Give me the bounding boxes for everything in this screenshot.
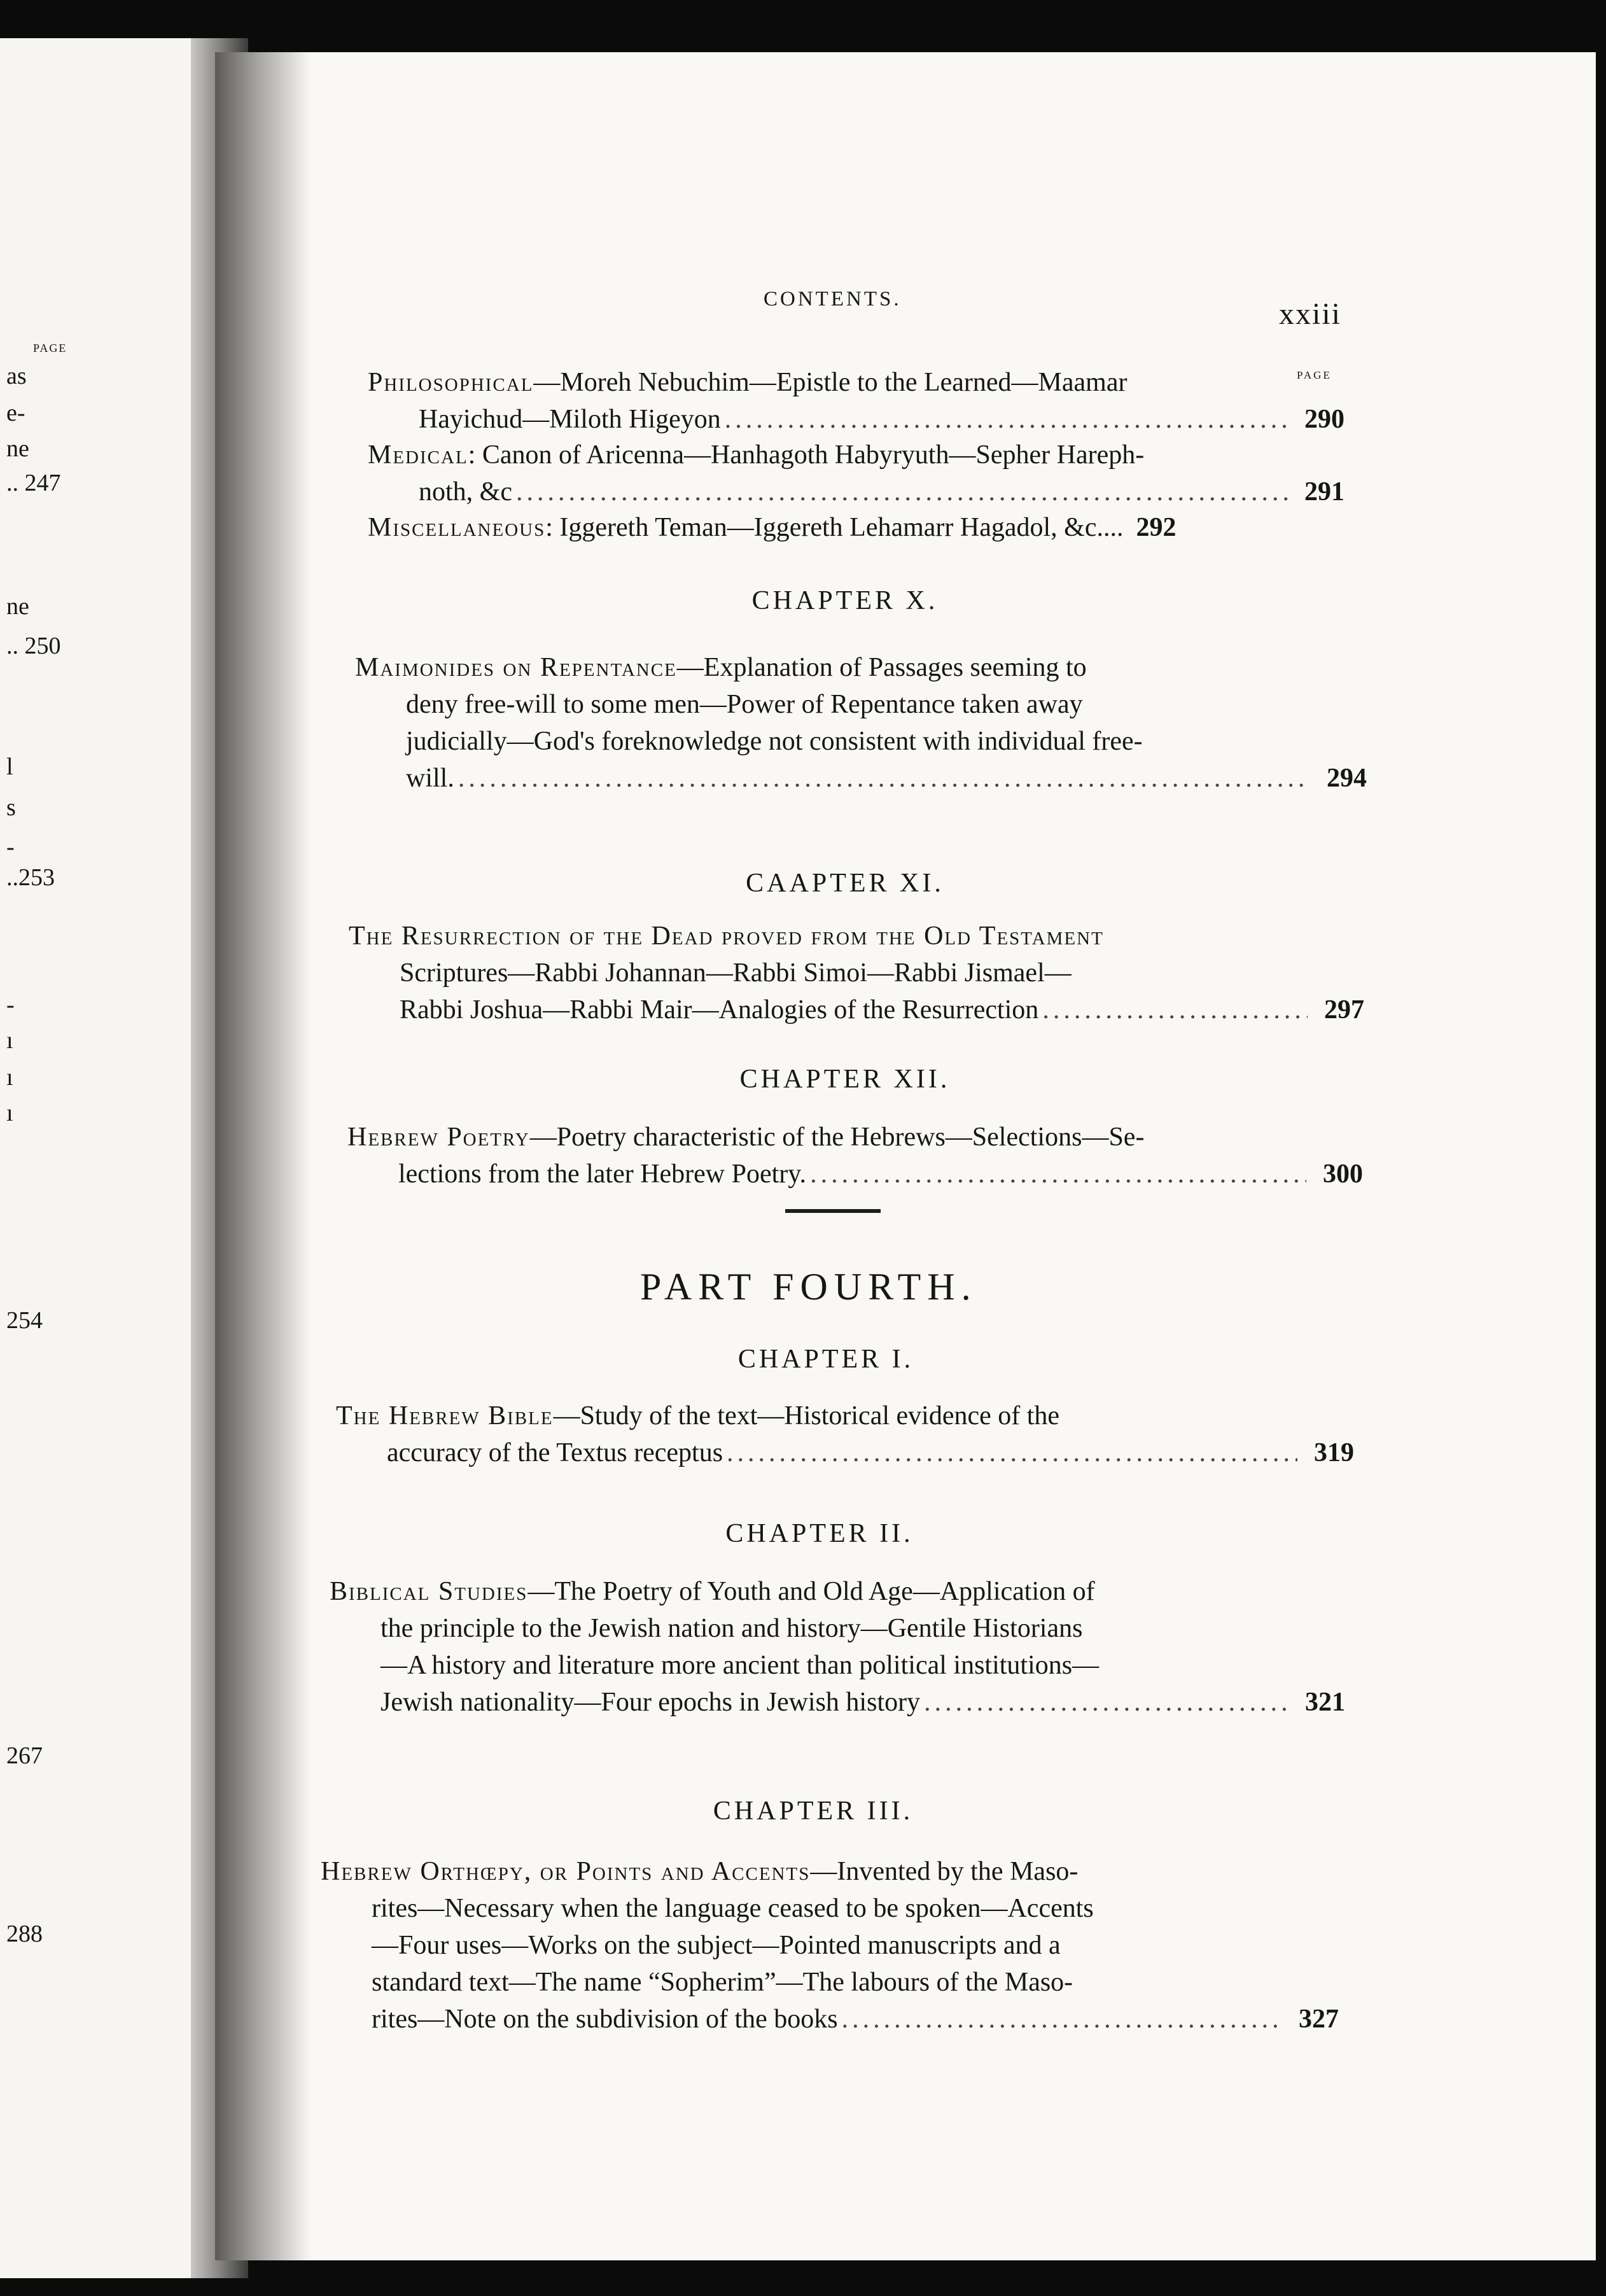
entry-text: standard text—The name “Sopherim”—The labours of the Maso- — [372, 1968, 1073, 1997]
left-fragment: 288 — [6, 1921, 43, 1947]
entry-text: —Moreh Nebuchim—Epistle to the Learned—Maamar — [533, 368, 1128, 397]
dot-leader — [725, 401, 1288, 438]
chapter-heading: CHAPTER X. — [751, 586, 939, 615]
left-fragment: s — [6, 794, 16, 821]
left-fragment: as — [6, 363, 27, 389]
entry-heading: Hebrew Orthœpy, or Points and Accents — [321, 1857, 811, 1886]
entry-text: rites—Necessary when the language ceased to be spoken—Accents — [372, 1894, 1094, 1923]
dot-leader — [810, 1156, 1306, 1193]
left-page-label: PAGE — [33, 342, 67, 354]
entry-text: —Poetry characteristic of the Hebrews—Selections—Se- — [529, 1123, 1145, 1152]
entry-text: deny free-will to some men—Power of Repentance taken away — [406, 690, 1083, 719]
left-fragment: ı — [6, 1027, 13, 1054]
entry-text: lections from the later Hebrew Poetry. — [398, 1159, 807, 1189]
part-heading: PART FOURTH. — [640, 1266, 977, 1308]
page-number: xxiii — [1279, 297, 1342, 331]
contents-entry — [336, 1397, 1354, 1471]
entry-text: : Iggereth Teman—Iggereth Lehamarr Hagadol, &c.... — [545, 513, 1124, 542]
entry-heading: Maimonides on Repentance — [355, 653, 677, 682]
chapter-heading: CHAPTER III. — [713, 1796, 914, 1826]
contents-entry — [368, 364, 1344, 438]
left-fragment: ne — [6, 435, 29, 462]
entry-heading: The Hebrew Bible — [336, 1401, 554, 1431]
chapter-heading: CHAPTER XII. — [739, 1065, 951, 1094]
dot-leader — [842, 2001, 1282, 2038]
entry-text: : Canon of Aricenna—Hanhagoth Habyryuth—Sepher Hareph- — [468, 440, 1145, 470]
entry-page-number: 297 — [1324, 995, 1364, 1025]
entry-page-number: 321 — [1305, 1688, 1345, 1717]
chapter-heading: CHAPTER II. — [725, 1519, 914, 1548]
entry-text: will. — [406, 764, 454, 793]
left-fragment: l — [6, 753, 13, 780]
dot-leader — [458, 760, 1310, 797]
entry-text: —Four uses—Works on the subject—Pointed manuscripts and a — [372, 1931, 1061, 1960]
entry-heading: Medical — [368, 440, 468, 470]
entry-text: —A history and literature more ancient than political institutions— — [381, 1651, 1100, 1680]
left-fragment: - — [6, 991, 15, 1018]
entry-heading: Miscellaneous — [368, 513, 546, 542]
page-column-label: PAGE — [1297, 369, 1332, 381]
dot-leader — [1042, 991, 1308, 1028]
entry-text: rites—Note on the subdivision of the books — [372, 2005, 838, 2034]
entry-heading: Philosophical — [368, 368, 534, 397]
dot-leader — [924, 1684, 1288, 1721]
entry-page-number: 290 — [1304, 405, 1344, 434]
left-fragment: 254 — [6, 1307, 43, 1334]
contents-entry — [355, 649, 1367, 797]
left-fragment: ..253 — [6, 864, 55, 891]
running-head: CONTENTS. — [764, 288, 902, 311]
contents-entry — [347, 1119, 1363, 1193]
chapter-heading: CAAPTER XI. — [746, 869, 944, 898]
entry-text: —Invented by the Maso- — [810, 1857, 1079, 1886]
page-edge-shadow — [215, 52, 311, 2260]
left-fragment: .. 247 — [6, 470, 61, 496]
chapter-heading: CHAPTER I. — [737, 1345, 914, 1374]
section-rule — [785, 1209, 881, 1213]
entry-text: —The Poetry of Youth and Old Age—Application of — [527, 1577, 1095, 1606]
entry-page-number: 291 — [1304, 477, 1344, 507]
contents-entry — [368, 509, 1344, 546]
left-fragment: e- — [6, 400, 25, 426]
dot-leader — [727, 1434, 1297, 1471]
entry-text: Hayichud—Miloth Higeyon — [419, 405, 721, 434]
entry-text: noth, &c — [419, 477, 512, 507]
contents-entry — [349, 918, 1364, 1028]
contents-entry — [330, 1573, 1345, 1721]
entry-text: —Study of the text—Historical evidence of the — [553, 1401, 1060, 1431]
contents-entry — [321, 1853, 1339, 2038]
entry-heading: Hebrew Poetry — [347, 1123, 530, 1152]
entry-page-number: 294 — [1327, 764, 1367, 793]
left-fragment: ne — [6, 593, 29, 620]
left-fragment: 267 — [6, 1742, 43, 1769]
entry-text: the principle to the Jewish nation and history—Gentile Historians — [381, 1614, 1083, 1643]
left-fragment: ı — [6, 1100, 13, 1126]
entry-text: accuracy of the Textus receptus — [387, 1438, 723, 1467]
contents-entry — [368, 437, 1344, 510]
entry-heading: Biblical Studies — [330, 1577, 528, 1606]
dot-leader — [516, 473, 1288, 510]
left-fragment: - — [6, 834, 15, 860]
left-fragment: .. 250 — [6, 633, 61, 659]
entry-text: Scriptures—Rabbi Johannan—Rabbi Simoi—Rabbi Jismael— — [400, 958, 1072, 988]
contents-page — [215, 52, 1596, 2260]
entry-text: —Explanation of Passages seeming to — [676, 653, 1087, 682]
entry-heading: The Resurrection of the Dead proved from the Old Testament — [349, 921, 1104, 951]
left-fragment: ı — [6, 1064, 13, 1091]
entry-page-number: 327 — [1299, 2005, 1339, 2034]
entry-page-number: 319 — [1314, 1438, 1354, 1467]
entry-text: Rabbi Joshua—Rabbi Mair—Analogies of the Resurrection — [400, 995, 1039, 1025]
entry-page-number: 292 — [1136, 513, 1177, 542]
entry-page-number: 300 — [1323, 1159, 1363, 1189]
entry-text: judicially—God's foreknowledge not consistent with individual free- — [406, 727, 1143, 756]
entry-text: Jewish nationality—Four epochs in Jewish history — [381, 1688, 921, 1717]
